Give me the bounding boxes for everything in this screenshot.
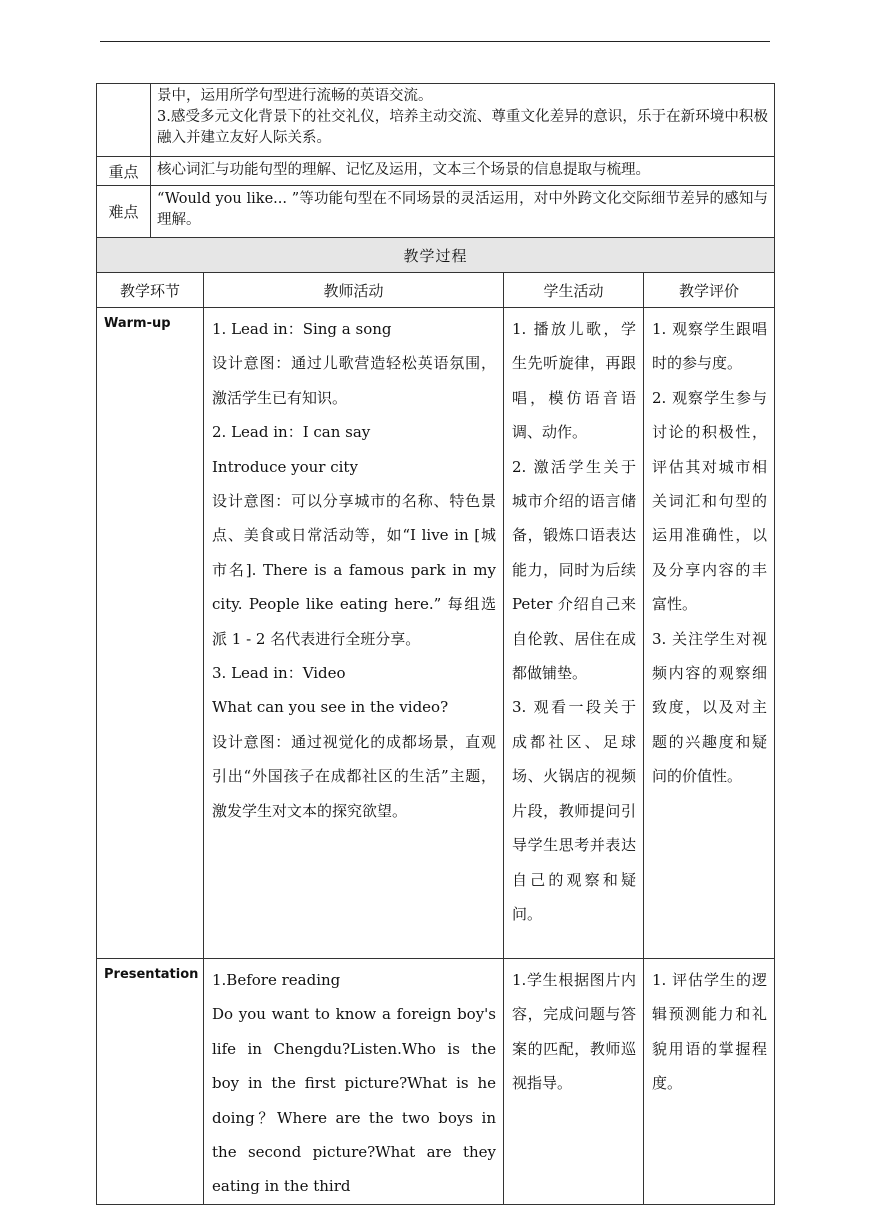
difficult-points-cell: [151, 186, 775, 238]
difficult-points-label: 难点: [97, 186, 151, 238]
warmup-evaluation-cell: [644, 308, 775, 959]
header-teacher: 教师活动: [204, 273, 504, 308]
header-student: 学生活动: [504, 273, 644, 308]
objective-cell: [151, 84, 775, 157]
presentation-stage: Presentation: [104, 967, 199, 982]
presentation-evaluation-cell: [644, 959, 775, 1205]
presentation-stage-cell: [97, 959, 204, 1205]
objectives-table: [96, 83, 775, 238]
warmup-teacher-activity: 1. Lead in：Sing a song 设计意图：通过儿歌营造轻松英语氛围，激活学生已有知识。 2. Lead in：I can say Introduce your city 设计意图：可以分享城市的名称、特色景点、美食或日常活动等，如“I live in [城市名]. There is a famous park in my city. People like eating here.” 每组选派 1 - 2 名代表进行全班分享。 3. Lead in：Video What can you see in the video? 设计意图：通过视觉化的成都场景，直观引出“外国孩子在成都社区的生活”主题，激发学生对文本的探究欲望。: [212, 320, 496, 820]
warmup-student-activity: 1. 播放儿歌，学生先听旋律，再跟唱，模仿语音语调、动作。 2. 激活学生关于城市介绍的语言储备，锻炼口语表达能力，同时为后续 Peter 介绍自己来自伦敦、居住在成都做铺垫。 3. 观看一段关于成都社区、足球场、火锅店的视频片段，教师提问引导学生思考并表达自己的观察和疑问。: [512, 320, 636, 923]
presentation-evaluation: 1. 评估学生的逻辑预测能力和礼貌用语的掌握程度。: [652, 971, 768, 1093]
objective-text: 景中，运用所学句型进行流畅的英语交流。 3.感受多元文化背景下的社交礼仪，培养主动交流、尊重文化差异的意识，乐于在新环境中积极融入并建立友好人际关系。: [157, 88, 768, 146]
presentation-teacher-activity: 1.Before reading Do you want to know a foreign boy's life in Chengdu?Listen.Who is the boy in the first picture?What is he doing？Where are the two boys in the second picture?What are they eating in the third: [212, 971, 496, 1196]
teaching-process-table: [96, 237, 775, 1205]
warmup-student-cell: [504, 308, 644, 959]
header-evaluation: 教学评价: [644, 273, 775, 308]
warmup-stage: Warm-up: [104, 316, 171, 331]
process-title-row: [97, 238, 775, 273]
difficult-points-text: “Would you like... ”等功能句型在不同场景的灵活运用，对中外跨文化交际细节差异的感知与理解。: [157, 191, 768, 228]
warmup-evaluation: 1. 观察学生跟唱时的参与度。 2. 观察学生参与讨论的积极性，评估其对城市相关词汇和句型的运用准确性，以及分享内容的丰富性。 3. 关注学生对视频内容的观察细致度，以及对主题的兴趣度和疑问的价值性。: [652, 320, 768, 786]
key-points-text: 核心词汇与功能句型的理解、记忆及运用，文本三个场景的信息提取与梳理。: [157, 162, 650, 178]
presentation-student-activity: 1.学生根据图片内容，完成问题与答案的匹配，教师巡视指导。: [512, 971, 636, 1093]
objective-row: [97, 84, 775, 157]
key-points-row: [97, 157, 775, 186]
warmup-stage-cell: [97, 308, 204, 959]
header-stage: 教学环节: [97, 273, 204, 308]
process-title: 教学过程: [97, 238, 775, 273]
difficult-points-row: [97, 186, 775, 238]
presentation-student-cell: [504, 959, 644, 1205]
column-header-row: [97, 273, 775, 308]
warmup-teacher-cell: [204, 308, 504, 959]
warmup-row: [97, 308, 775, 959]
header-rule: [100, 41, 770, 42]
key-points-label: 重点: [97, 157, 151, 186]
presentation-row: [97, 959, 775, 1205]
presentation-teacher-cell: [204, 959, 504, 1205]
objective-label-cell: [97, 84, 151, 157]
key-points-cell: [151, 157, 775, 186]
